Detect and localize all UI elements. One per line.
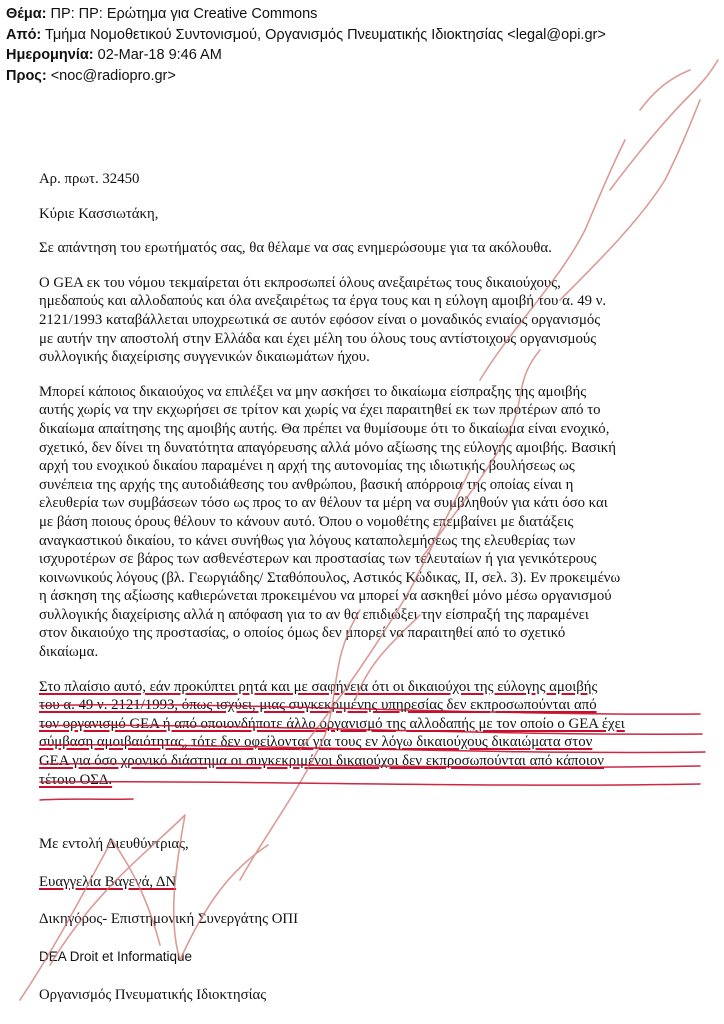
text-line: Μπορεί κάποιος δικαιούχος να επιλέξει να μην ασκήσει το δικαίωμα είσπραξης της αμοιβής xyxy=(39,383,587,400)
reference-number: Αρ. πρωτ. 32450 xyxy=(39,171,140,187)
text-line: δικαίωμα. xyxy=(39,644,99,661)
text-line: 2121/1993 καταβάλλεται υποχρεωτικά σε αυτόν εφόσον είναι ο μοναδικός ενιαίος οργανισμός xyxy=(39,311,601,328)
text-line: ισχυροτέρων σε βάρος των ασθενέστερων και προστασίας των τελευταίων ή για γενικότερους xyxy=(39,551,597,568)
text-line: ημεδαπούς και αλλοδαπούς και όλα ανεξαιρέτως τα έργα τους και η εύλογη αμοιβή του α. 49 ν. xyxy=(39,293,607,310)
to-row xyxy=(6,66,606,87)
text-line: με αυτήν την αποστολή στην Ελλάδα και έχει μέλη του όλους τους αντίστοιχους οργανισμούς xyxy=(39,330,597,347)
underlined-line: Στο πλαίσιο αυτό, εάν προκύπτει ρητά και με σαφήνεια ότι οι δικαιούχοι της εύλογης αμοιβής xyxy=(39,678,598,695)
underlined-line: τέτοιο ΟΣΔ. xyxy=(39,771,113,788)
text-line: αυτής χωρίς να την εκχωρήσει σε τρίτον και χωρίς να έχει παραιτηθεί εκ των προτέρων από το xyxy=(39,402,601,419)
signature-role: Δικηγόρος- Επιστημονική Συνεργάτης ΟΠΙ xyxy=(39,911,299,928)
text-line: συνέπεια της αρχής της αυτοδιάθεσης του ανθρώπου, βασική απόρροια της οποίας είναι η xyxy=(39,476,574,493)
text-line: O GEA εκ του νόμου τεκμαίρεται ότι εκπροσωπεί όλους ανεξαιρέτως τους δικαιούχους, xyxy=(39,274,561,291)
text-line: δικαίωμα απαίτησης της αμοιβής αυτής. Θα πρέπει να θυμίσουμε ότι το δικαίωμα είναι ενοχικό, xyxy=(39,420,610,437)
paragraph-3-highlighted xyxy=(39,678,707,790)
underlined-line: του α. 49 ν. 2121/1993, όπως ισχύει, μιας συγκεκριμένης υπηρεσίας δεν εκπροσωπούνται από xyxy=(39,697,597,714)
subject-row xyxy=(6,4,606,25)
text-line: στον δικαιούχο της προστασίας, ο οποίος όμως δεν μπορεί να παραιτηθεί από το σχετικό xyxy=(39,625,566,642)
to-label: Προς: xyxy=(6,67,47,84)
date-value: 02-Mar-18 9:46 AM xyxy=(97,47,222,63)
letter-body xyxy=(39,170,707,1004)
text-line: συλλογικής διαχείρισης συγγενικών δικαιωμάτων ήχου. xyxy=(39,349,370,366)
text-line: αναγκαστικού δικαίου, το κάνει συνήθως για λόγους καταπολεμήσεως της ελευθερίας των xyxy=(39,532,576,549)
paragraph-1 xyxy=(39,274,707,367)
text-line: κοινωνικούς λόγους (βλ. Γεωργιάδης/ Σταθόπουλος, Αστικός Κώδικας, ΙΙ, σελ. 3). Εν προκειμένω xyxy=(39,569,621,586)
text-line: συλλογικής διαχείρισης αλλά η απόφαση για το αν θα επιδιώξει την είσπραξή της παραμένει xyxy=(39,606,589,623)
date-row xyxy=(6,45,606,66)
underlined-line: GEA για όσο χρονικό διάστημα οι συγκεκριμένοι δικαιούχοι δεν εκπροσωπούνται από κάποιον xyxy=(39,753,604,770)
text-line: σχετικό, δεν δίνει τη δυνατότητα απαγόρευσης αλλά μόνο αξίωσης της εύλογης αμοιβής. Βασική xyxy=(39,439,616,456)
paragraph-2 xyxy=(39,383,707,662)
greeting: Κύριε Κασσιωτάκη, xyxy=(39,205,159,222)
from-label: Από: xyxy=(6,26,42,43)
text-line: αρχή του ενοχικού δικαίου παραμένει η αρχή της αυτονομίας της ιδιωτικής βουλήσεως ως xyxy=(39,458,575,475)
to-value: <noc@radiopro.gr> xyxy=(50,67,176,84)
subject-value: ΠΡ: ΠΡ: Ερώτημα για Creative Commons xyxy=(50,6,318,22)
date-label: Ημερομηνία: xyxy=(6,47,94,63)
text-line: η άσκηση της αξίωσης καθιερώνεται προκειμένου να μπορεί να ασκηθεί μόνο μέσω οργανισμού xyxy=(39,588,612,605)
signature-name: Ευαγγελία Βαγενά, ΔΝ xyxy=(39,873,177,890)
underlined-line: τον οργανισμό GEA ή από οποιονδήποτε άλλο οργανισμό της αλλοδαπής με τον οποίο ο GEA έχει xyxy=(39,715,625,732)
email-header xyxy=(6,4,606,86)
closing: Με εντολή Διευθύντριας, xyxy=(39,836,189,853)
intro-paragraph: Σε απάντηση του ερωτήματός σας, θα θέλαμε να σας ενημερώσουμε για τα ακόλουθα. xyxy=(39,240,552,257)
from-row xyxy=(6,25,606,46)
from-value: Τμήμα Νομοθετικού Συντονισμού, Οργανισμός Πνευματικής Ιδιοκτησίας <legal@opi.gr> xyxy=(45,26,606,43)
signature-degree: DEA Droit et Informatique xyxy=(39,949,193,964)
subject-label: Θέμα: xyxy=(6,6,47,22)
signature-organization: Οργανισμός Πνευματικής Ιδιοκτησίας xyxy=(39,986,267,1003)
watermark-stroke xyxy=(640,70,690,110)
text-line: με βάση ποιους όρους θέλουν το κάνουν αυτό. Όπου ο νομοθέτης επεμβαίνει με διατάξεις xyxy=(39,513,574,530)
underlined-line: σύμβαση αμοιβαιότητας, τότε δεν οφείλονται για τους εν λόγω δικαιούχους δικαιώματα στον xyxy=(39,734,593,751)
text-line: ελευθερία των συμβάσεων τόσο ως προς το αν θέλουν τα μέρη να συμβληθούν για κάτι όσο και xyxy=(39,495,608,512)
